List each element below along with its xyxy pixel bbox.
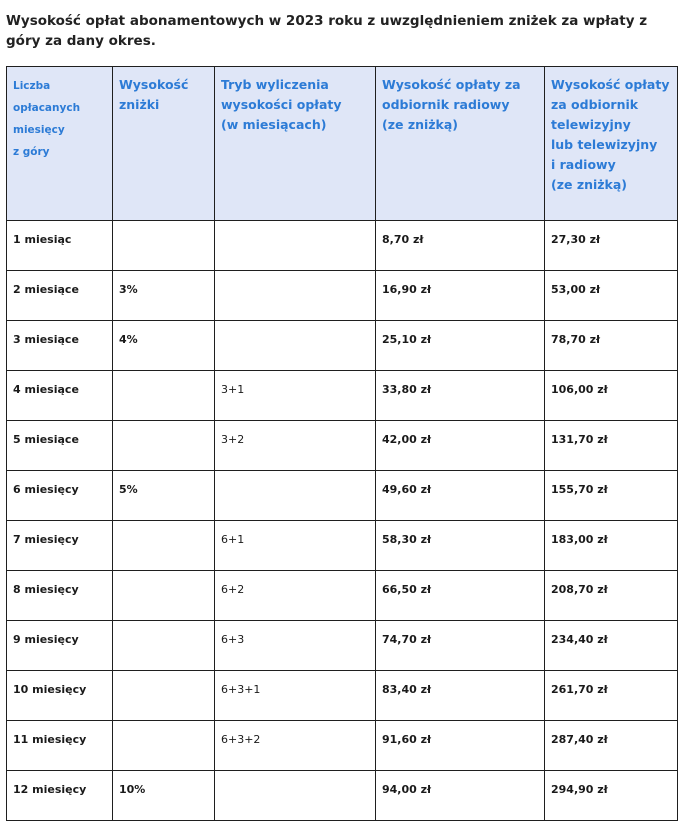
discount-cell: [113, 371, 215, 421]
months-cell: 1 miesiąc: [7, 221, 113, 271]
radio-fee-cell: 83,40 zł: [376, 671, 545, 721]
tv-fee-cell: 234,40 zł: [545, 621, 678, 671]
radio-fee-cell: 91,60 zł: [376, 721, 545, 771]
discount-cell: [113, 421, 215, 471]
mode-cell: 6+3+2: [215, 721, 376, 771]
table-row: [7, 571, 678, 621]
page-title: Wysokość opłat abonamentowych w 2023 roku z uwzględnieniem zniżek za wpłaty z góry za dany okres.: [6, 13, 648, 49]
subscription-fees-table: [6, 66, 678, 821]
radio-fee-cell: 49,60 zł: [376, 471, 545, 521]
months-cell: 12 miesięcy: [7, 771, 113, 821]
tv-fee-cell: 131,70 zł: [545, 421, 678, 471]
months-cell: 5 miesiące: [7, 421, 113, 471]
radio-fee-cell: 33,80 zł: [376, 371, 545, 421]
discount-cell: [113, 621, 215, 671]
radio-fee-cell: 42,00 zł: [376, 421, 545, 471]
mode-cell: [215, 771, 376, 821]
radio-fee-cell: 25,10 zł: [376, 321, 545, 371]
header-tv-fee: Wysokość opłaty za odbiornik telewizyjny lub telewizyjny i radiowy (ze zniżką): [545, 67, 678, 221]
months-cell: 3 miesiące: [7, 321, 113, 371]
tv-fee-cell: 287,40 zł: [545, 721, 678, 771]
table-row: [7, 271, 678, 321]
mode-cell: [215, 471, 376, 521]
table-row: [7, 421, 678, 471]
months-cell: 8 miesięcy: [7, 571, 113, 621]
radio-fee-cell: 58,30 zł: [376, 521, 545, 571]
table-row: [7, 521, 678, 571]
header-discount: Wysokość zniżki: [113, 67, 215, 221]
discount-cell: [113, 571, 215, 621]
mode-cell: [215, 271, 376, 321]
radio-fee-cell: 8,70 zł: [376, 221, 545, 271]
discount-cell: 3%: [113, 271, 215, 321]
tv-fee-cell: 78,70 zł: [545, 321, 678, 371]
months-cell: 4 miesiące: [7, 371, 113, 421]
tv-fee-cell: 294,90 zł: [545, 771, 678, 821]
months-cell: 10 miesięcy: [7, 671, 113, 721]
table-header-row: [7, 67, 678, 221]
discount-cell: 5%: [113, 471, 215, 521]
tv-fee-cell: 155,70 zł: [545, 471, 678, 521]
mode-cell: [215, 221, 376, 271]
mode-cell: 6+1: [215, 521, 376, 571]
table-row: [7, 671, 678, 721]
table-row: [7, 771, 678, 821]
table-row: [7, 471, 678, 521]
radio-fee-cell: 66,50 zł: [376, 571, 545, 621]
months-cell: 2 miesiące: [7, 271, 113, 321]
tv-fee-cell: 261,70 zł: [545, 671, 678, 721]
tv-fee-cell: 53,00 zł: [545, 271, 678, 321]
months-cell: 6 miesięcy: [7, 471, 113, 521]
tv-fee-cell: 183,00 zł: [545, 521, 678, 571]
table-row: [7, 321, 678, 371]
header-radio-fee: Wysokość opłaty za odbiornik radiowy (ze zniżką): [376, 67, 545, 221]
mode-cell: 6+3: [215, 621, 376, 671]
table-row: [7, 221, 678, 271]
radio-fee-cell: 74,70 zł: [376, 621, 545, 671]
months-cell: 7 miesięcy: [7, 521, 113, 571]
months-cell: 11 miesięcy: [7, 721, 113, 771]
discount-cell: 10%: [113, 771, 215, 821]
discount-cell: [113, 671, 215, 721]
mode-cell: 3+1: [215, 371, 376, 421]
radio-fee-cell: 94,00 zł: [376, 771, 545, 821]
mode-cell: 6+3+1: [215, 671, 376, 721]
months-cell: 9 miesięcy: [7, 621, 113, 671]
mode-cell: 6+2: [215, 571, 376, 621]
table-row: [7, 721, 678, 771]
tv-fee-cell: 208,70 zł: [545, 571, 678, 621]
radio-fee-cell: 16,90 zł: [376, 271, 545, 321]
discount-cell: [113, 721, 215, 771]
tv-fee-cell: 27,30 zł: [545, 221, 678, 271]
discount-cell: 4%: [113, 321, 215, 371]
header-months-paid: Liczba opłacanych miesięcy z góry: [7, 67, 113, 221]
mode-cell: 3+2: [215, 421, 376, 471]
header-calculation-mode: Tryb wyliczenia wysokości opłaty (w miesiącach): [215, 67, 376, 221]
discount-cell: [113, 521, 215, 571]
mode-cell: [215, 321, 376, 371]
tv-fee-cell: 106,00 zł: [545, 371, 678, 421]
discount-cell: [113, 221, 215, 271]
table-row: [7, 371, 678, 421]
table-row: [7, 621, 678, 671]
